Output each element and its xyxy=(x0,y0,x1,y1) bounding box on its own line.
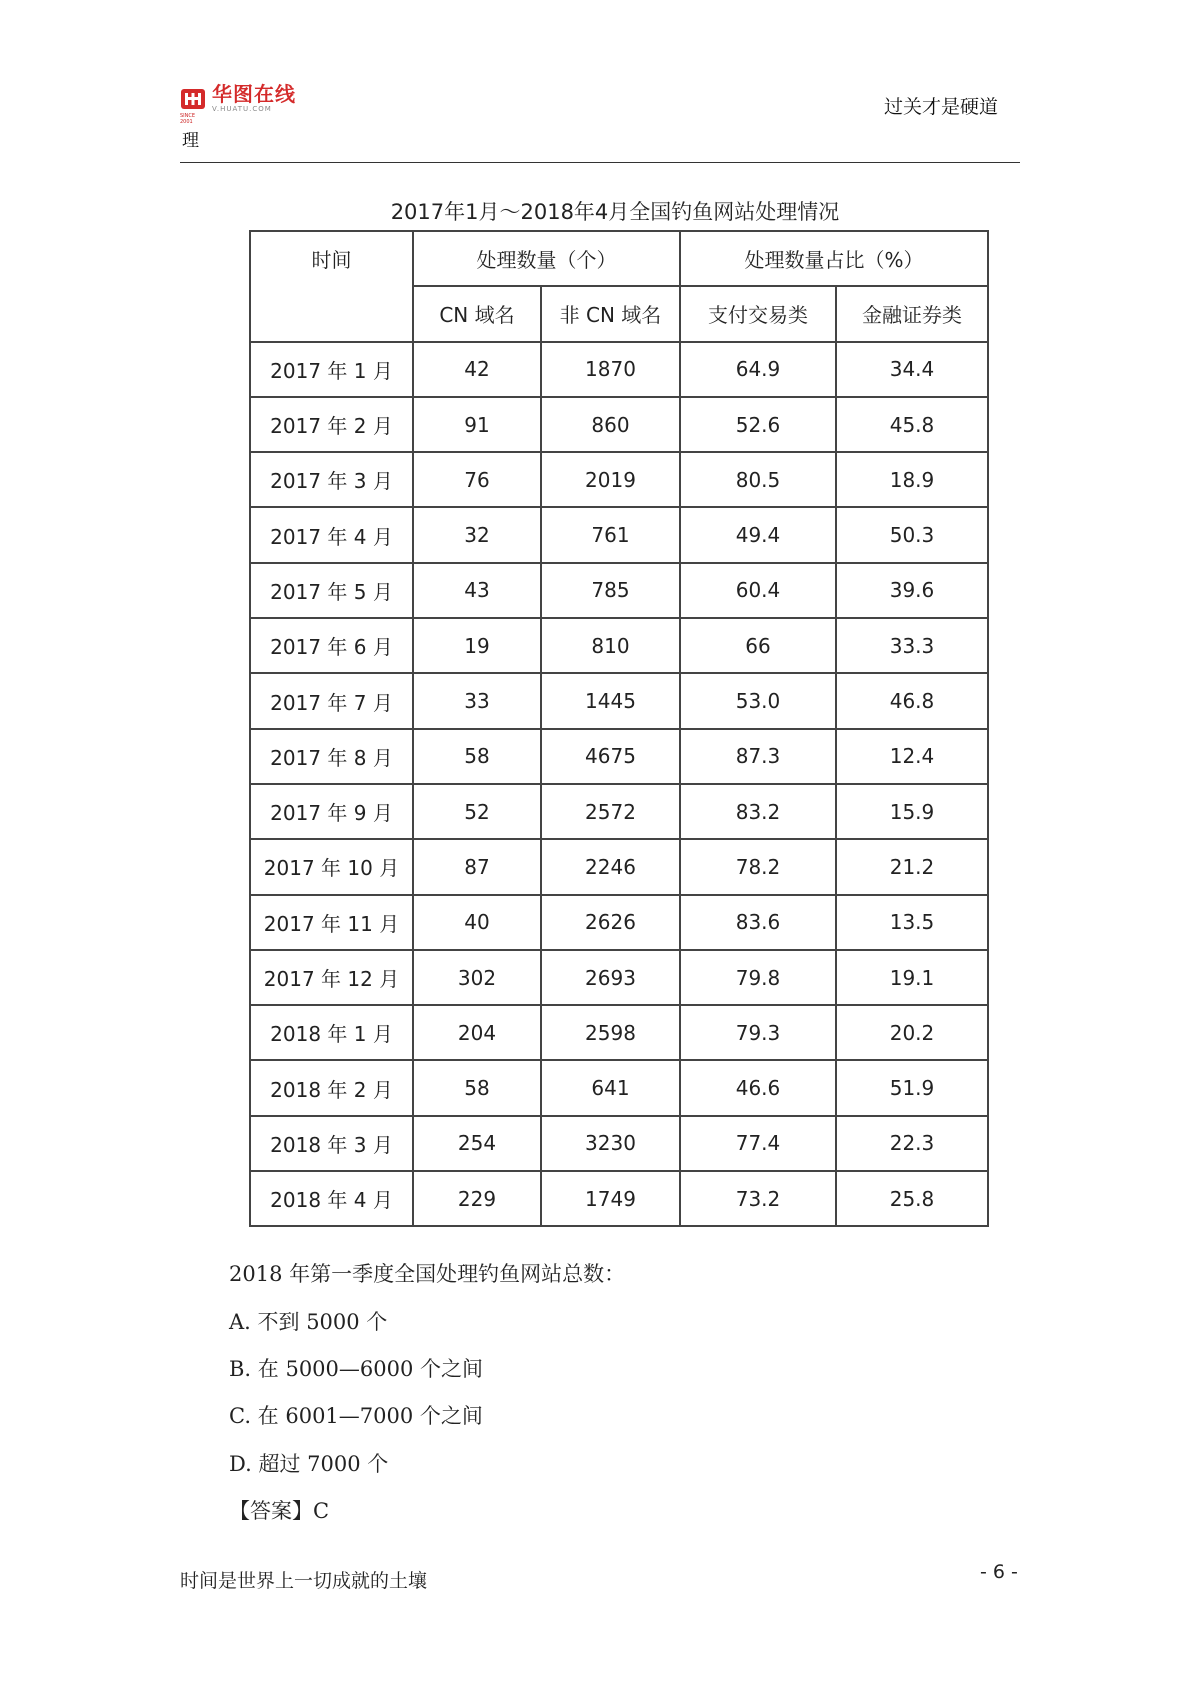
cell-fin: 13.5 xyxy=(836,895,988,950)
cell-fin: 19.1 xyxy=(836,950,988,1005)
cell-noncn: 2246 xyxy=(541,839,680,894)
answer-line: 【答案】C xyxy=(229,1499,330,1523)
cell-noncn: 761 xyxy=(541,507,680,562)
cell-noncn: 785 xyxy=(541,563,680,618)
cell-fin: 22.3 xyxy=(836,1116,988,1171)
cell-pay: 79.3 xyxy=(680,1005,836,1060)
cell-cn: 91 xyxy=(413,397,541,452)
cell-pay: 83.2 xyxy=(680,784,836,839)
cell-pay: 60.4 xyxy=(680,563,836,618)
cell-noncn: 1870 xyxy=(541,342,680,397)
table-body xyxy=(250,342,988,1227)
logo-mark-icon xyxy=(180,86,206,125)
cell-cn: 229 xyxy=(413,1171,541,1226)
cell-fin: 18.9 xyxy=(836,452,988,507)
logo-since: SINCE 2001 xyxy=(180,112,196,125)
cell-time: 2017 年 8 月 xyxy=(250,729,413,784)
cell-time: 2018 年 1 月 xyxy=(250,1005,413,1060)
header-continuation-text: 理 xyxy=(182,131,199,151)
cell-time: 2017 年 11 月 xyxy=(250,895,413,950)
phishing-sites-table xyxy=(249,230,989,1227)
cell-fin: 15.9 xyxy=(836,784,988,839)
table-row xyxy=(250,1005,988,1060)
subheader-cn-domain: CN 域名 xyxy=(413,286,541,341)
table-row xyxy=(250,452,988,507)
cell-noncn: 2019 xyxy=(541,452,680,507)
subheader-payment: 支付交易类 xyxy=(680,286,836,341)
cell-fin: 12.4 xyxy=(836,729,988,784)
cell-time: 2018 年 2 月 xyxy=(250,1060,413,1115)
huatu-logo xyxy=(180,82,296,125)
table-row xyxy=(250,895,988,950)
cell-time: 2017 年 4 月 xyxy=(250,507,413,562)
table-row xyxy=(250,1116,988,1171)
cell-pay: 87.3 xyxy=(680,729,836,784)
cell-fin: 46.8 xyxy=(836,673,988,728)
cell-time: 2018 年 3 月 xyxy=(250,1116,413,1171)
cell-time: 2017 年 5 月 xyxy=(250,563,413,618)
table-row xyxy=(250,618,988,673)
cell-cn: 204 xyxy=(413,1005,541,1060)
footer-slogan: 时间是世界上一切成就的土壤 xyxy=(180,1570,428,1592)
table-row xyxy=(250,729,988,784)
table-row xyxy=(250,1171,988,1226)
cell-pay: 52.6 xyxy=(680,397,836,452)
cell-time: 2017 年 6 月 xyxy=(250,618,413,673)
cell-pay: 83.6 xyxy=(680,895,836,950)
cell-fin: 51.9 xyxy=(836,1060,988,1115)
table-row xyxy=(250,342,988,397)
logo-cn-text: 华图在线 xyxy=(212,82,296,106)
cell-fin: 39.6 xyxy=(836,563,988,618)
cell-noncn: 860 xyxy=(541,397,680,452)
table-row xyxy=(250,397,988,452)
cell-cn: 52 xyxy=(413,784,541,839)
cell-time: 2017 年 3 月 xyxy=(250,452,413,507)
cell-pay: 79.8 xyxy=(680,950,836,1005)
option-d: D. 超过 7000 个 xyxy=(229,1452,389,1476)
cell-noncn: 1749 xyxy=(541,1171,680,1226)
cell-pay: 66 xyxy=(680,618,836,673)
table-row xyxy=(250,673,988,728)
table-row xyxy=(250,839,988,894)
cell-noncn: 3230 xyxy=(541,1116,680,1171)
cell-pay: 80.5 xyxy=(680,452,836,507)
cell-time: 2017 年 7 月 xyxy=(250,673,413,728)
header-motto: 过关才是硬道 xyxy=(883,96,998,118)
cell-noncn: 810 xyxy=(541,618,680,673)
page-number: - 6 - xyxy=(980,1561,1018,1583)
cell-noncn: 1445 xyxy=(541,673,680,728)
table-row xyxy=(250,563,988,618)
page-header xyxy=(180,82,1020,163)
cell-noncn: 2693 xyxy=(541,950,680,1005)
cell-fin: 25.8 xyxy=(836,1171,988,1226)
cell-pay: 77.4 xyxy=(680,1116,836,1171)
cell-noncn: 2626 xyxy=(541,895,680,950)
cell-cn: 32 xyxy=(413,507,541,562)
table-row xyxy=(250,784,988,839)
cell-pay: 49.4 xyxy=(680,507,836,562)
cell-fin: 45.8 xyxy=(836,397,988,452)
cell-cn: 87 xyxy=(413,839,541,894)
cell-cn: 254 xyxy=(413,1116,541,1171)
cell-time: 2017 年 9 月 xyxy=(250,784,413,839)
cell-cn: 58 xyxy=(413,1060,541,1115)
cell-time: 2018 年 4 月 xyxy=(250,1171,413,1226)
cell-time: 2017 年 1 月 xyxy=(250,342,413,397)
cell-noncn: 4675 xyxy=(541,729,680,784)
subheader-finance: 金融证券类 xyxy=(836,286,988,341)
subheader-non-cn-domain: 非 CN 域名 xyxy=(541,286,680,341)
cell-noncn: 2572 xyxy=(541,784,680,839)
cell-pay: 64.9 xyxy=(680,342,836,397)
header-processing-ratio: 处理数量占比（%） xyxy=(680,231,988,286)
cell-cn: 42 xyxy=(413,342,541,397)
cell-pay: 78.2 xyxy=(680,839,836,894)
cell-time: 2017 年 2 月 xyxy=(250,397,413,452)
header-processing-count: 处理数量（个） xyxy=(413,231,680,286)
cell-cn: 43 xyxy=(413,563,541,618)
cell-pay: 53.0 xyxy=(680,673,836,728)
cell-pay: 46.6 xyxy=(680,1060,836,1115)
option-c: C. 在 6001—7000 个之间 xyxy=(229,1404,483,1428)
cell-fin: 34.4 xyxy=(836,342,988,397)
question-stem: 2018 年第一季度全国处理钓鱼网站总数： xyxy=(229,1262,626,1286)
option-a: A. 不到 5000 个 xyxy=(229,1310,388,1334)
cell-fin: 50.3 xyxy=(836,507,988,562)
logo-en-text: V.HUATU.COM xyxy=(212,105,272,113)
cell-cn: 58 xyxy=(413,729,541,784)
cell-noncn: 641 xyxy=(541,1060,680,1115)
cell-fin: 20.2 xyxy=(836,1005,988,1060)
cell-time: 2017 年 10 月 xyxy=(250,839,413,894)
cell-cn: 19 xyxy=(413,618,541,673)
cell-cn: 33 xyxy=(413,673,541,728)
cell-noncn: 2598 xyxy=(541,1005,680,1060)
table-caption: 2017年1月～2018年4月全国钓鱼网站处理情况 xyxy=(390,200,840,224)
cell-cn: 302 xyxy=(413,950,541,1005)
cell-fin: 21.2 xyxy=(836,839,988,894)
cell-time: 2017 年 12 月 xyxy=(250,950,413,1005)
table-row xyxy=(250,507,988,562)
table-row xyxy=(250,1060,988,1115)
cell-fin: 33.3 xyxy=(836,618,988,673)
table-row xyxy=(250,950,988,1005)
cell-cn: 40 xyxy=(413,895,541,950)
cell-cn: 76 xyxy=(413,452,541,507)
option-b: B. 在 5000—6000 个之间 xyxy=(229,1357,484,1381)
header-time: 时间 xyxy=(250,231,413,342)
cell-pay: 73.2 xyxy=(680,1171,836,1226)
